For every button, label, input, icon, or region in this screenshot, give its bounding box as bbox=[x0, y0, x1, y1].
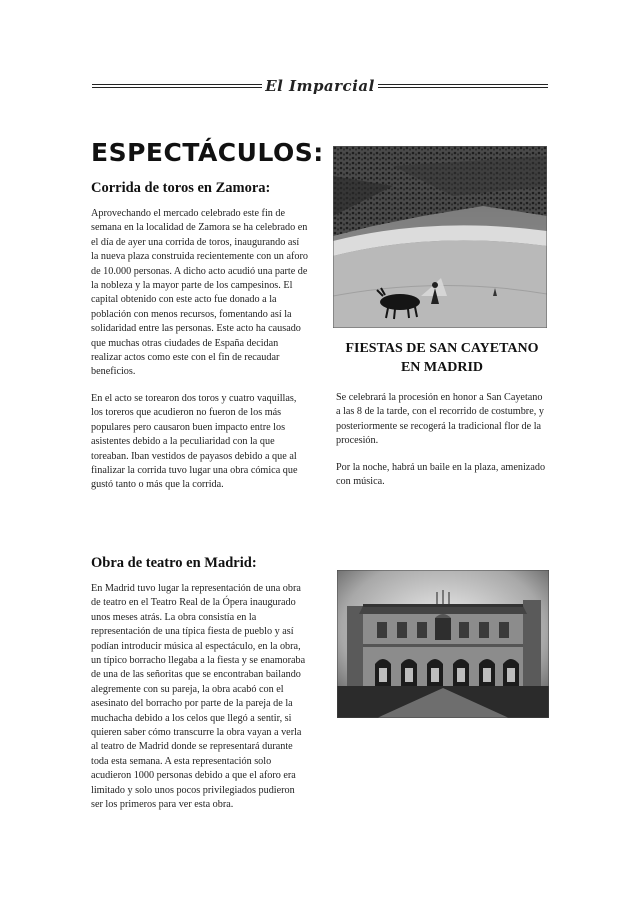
article-heading: Obra de teatro en Madrid: bbox=[91, 555, 257, 571]
article-paragraph: En el acto se torearon dos toros y cuatro vaquillas, los toreros que acudieron no fueron de los más populares pero causaron buen impacto entre los asistentes debido a la peculiaridad con la que toreaban. Iban vestidos de payasos debido a que al finalizar la corrida tuvo lugar una obra cómica que gustó tanto o más que la corrida. bbox=[91, 392, 298, 491]
article-heading: Corrida de toros en Zamora: bbox=[91, 180, 271, 196]
article-bullfight bbox=[91, 180, 309, 505]
masthead-rule-right bbox=[378, 84, 548, 88]
sidebar-paragraph: Se celebrará la procesión en honor a San Cayetano a las 8 de la tarde, con el recorrido de costumbre, y posteriormente se recogerá la tradicional flor de la procesión. bbox=[336, 392, 544, 447]
sidebar-heading: FIESTAS DE SAN CAYETANO EN MADRID bbox=[345, 341, 539, 375]
sidebar-paragraph: Por la noche, habrá un baile en la plaza, amenizado con música. bbox=[336, 461, 546, 488]
article-paragraph: Aprovechando el mercado celebrado este fin de semana en la localidad de Zamora se ha celebrado en el día de ayer una corrida de toros, inaugurando así la nueva plaza construida recientemente con un aforo de 10.000 personas. A dicho acto acudió una parte de la nobleza y la mayor parte de los campesinos. El capital obtenido con este acto fue donado a la población con menos recursos, fomentando así la solidaridad entre las personas. Este acto ha causado que muchas otras ciudades de España decidan realizar actos como este con el fin de recaudar beneficios. bbox=[91, 208, 308, 378]
masthead bbox=[92, 74, 548, 98]
bullfight-photo bbox=[333, 146, 547, 328]
article-teatro bbox=[91, 555, 309, 825]
section-title: ESPECTÁCULOS: bbox=[91, 138, 324, 167]
article-paragraph: En Madrid tuvo lugar la representación de una obra de teatro en el Teatro Real de la Ópera inaugurado unos meses atrás. La obra consistía en la representación de una típica fiesta de pueblo y así podían introducir música al espectáculo, en la obra, un típico borracho llegaba a la fiesta y se enamoraba de una de las señoritas que se encontraban bailando alegremente con su pareja, la obra acabó con el asesinato del borracho por parte de la pareja de la muchacha debido a los celos que llegó a sentir, si quieren saber cómo transcurre la obra vayan a verla al teatro de Madrid donde se representará durante toda esta semana. A esta representación solo acudieron 1000 personas debido a que el aforo era limitado y solo unos pocos privilegiados pudieron ser los primeros para ver esta obra. bbox=[91, 583, 306, 811]
masthead-rule-left bbox=[92, 84, 262, 88]
teatro-real-photo bbox=[337, 570, 549, 718]
newspaper-name: El Imparcial bbox=[265, 77, 375, 95]
article-fiestas bbox=[336, 339, 548, 501]
